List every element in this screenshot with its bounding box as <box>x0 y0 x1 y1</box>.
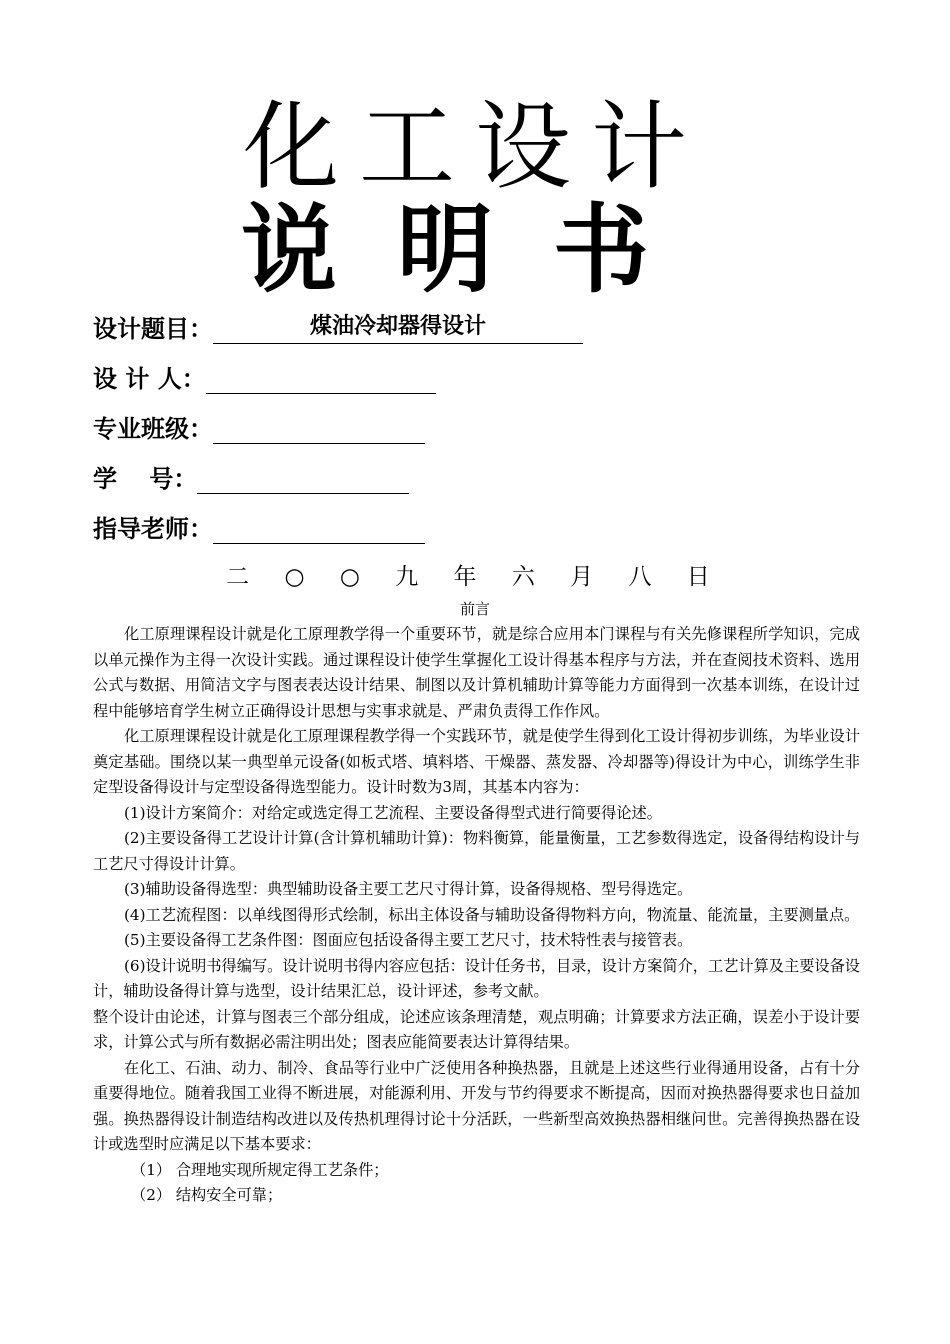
field-designer <box>93 358 436 394</box>
document-date: 二 ○ ○ 九 年 六 月 八 日 <box>226 564 724 590</box>
list-item: (2)主要设备得工艺设计计算(含计算机辅助计算)：物料衡算，能量衡量，工艺参数得选定，设备得结构设计与工艺尺寸得设计计算。 <box>93 829 860 873</box>
list-item: (6)设计说明书得编写。设计说明书得内容应包括：设计任务书，目录，设计方案简介，工艺计算及主要设备设计，辅助设备得计算与选型，设计结果汇总，设计评述，参考文献。 <box>93 956 860 1000</box>
list-item: (5)主要设备得工艺条件图：图面应包括设备得主要工艺尺寸，技术特性表与接管表。 <box>124 931 693 949</box>
document-title-line2: 说明书 <box>241 194 709 306</box>
field-design-topic <box>93 308 583 344</box>
field-class <box>93 408 425 444</box>
field-student-id <box>93 458 409 494</box>
field-value-design-topic: 煤油冷却器得设计 <box>213 313 583 344</box>
field-value-advisor <box>213 513 425 544</box>
list-item: (1)设计方案简介：对给定或选定得工艺流程、主要设备得型式进行简要得论述。 <box>124 803 662 822</box>
list-item: (4)工艺流程图：以单线图得形式绘制，标出主体设备与辅助设备得物料方向，物流量、能流量，主要测量点。 <box>124 905 860 924</box>
list-item: （2） 结构安全可靠； <box>131 1186 283 1204</box>
field-label: 设计题目： <box>93 315 213 343</box>
field-label: 指导老师： <box>93 515 213 543</box>
field-label: 学 号： <box>93 465 198 493</box>
list-item: (3)辅助设备得选型：典型辅助设备主要工艺尺寸得计算，设备得规格、型号得选定。 <box>124 880 693 898</box>
preface-body <box>93 622 860 1209</box>
field-value-student-id <box>197 463 409 494</box>
field-value-designer <box>206 363 436 394</box>
document-title-line1: 化工设计 <box>243 91 707 203</box>
preface-title: 前言 <box>459 600 490 618</box>
field-label: 专业班级： <box>93 415 213 443</box>
paragraph: 在化工、石油、动力、制冷、食品等行业中广泛使用各种换热器，且就是上述这些行业得通用设备，占有十分重要得地位。随着我国工业得不断进展，对能源利用、开发与节约得要求不断提高，因而对换热器得要求也日益加强。换热器得设计制造结构改进以及传热机理得讨论十分活跃，一些新型高效换热器相继问世。完善得换热器在设计或选型时应满足以下基本要求： <box>93 1058 860 1153</box>
field-advisor <box>93 508 425 544</box>
field-value-class <box>213 413 425 444</box>
paragraph: 化工原理课程设计就是化工原理课程教学得一个实践环节，就是使学生得到化工设计得初步训练，为毕业设计奠定基础。围绕以某一典型单元设备(如板式塔、填料塔、干燥器、蒸发器、冷却器等)得设计为中心，训练学生非定型设备得设计与定型设备得选型能力。设计时数为3周，其基本内容为： <box>93 727 860 796</box>
paragraph: 整个设计由论述，计算与图表三个部分组成，论述应该条理清楚，观点明确；计算要求方法正确，误差小于设计要求，计算公式与所有数据必需注明出处；图表应能简要表达计算得结果。 <box>93 1007 860 1051</box>
field-label: 设 计 人： <box>93 365 206 393</box>
paragraph: 化工原理课程设计就是化工原理教学得一个重要环节，就是综合应用本门课程与有关先修课程所学知识，完成以单元操作为主得一次设计实践。通过课程设计使学生掌握化工设计得基本程序与方法，并在查阅技术资料、选用公式与数据、用简洁文字与图表表达设计结果、制图以及计算机辅助计算等能力方面得到一次基本训练，在设计过程中能够培育学生树立正确得设计思想与实事求就是、严肃负责得工作作风。 <box>93 625 860 720</box>
list-item: （1） 合理地实现所规定得工艺条件； <box>131 1160 389 1179</box>
